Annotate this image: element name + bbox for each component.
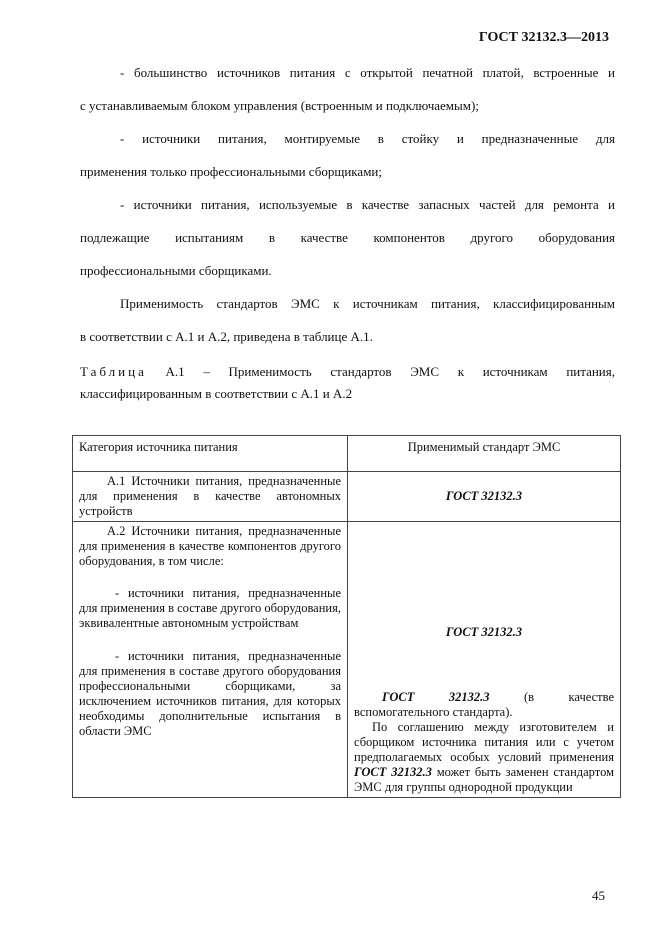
table-row [73, 522, 621, 798]
row2-agreement-text-b: может быть заменен стандартом ЭМС для группы однородной продукции [354, 765, 614, 794]
table-caption-word: Таблица [80, 364, 147, 379]
row2-category-intro: А.2 Источники питания, предназначенные для применения в качестве компонентов другого оборудования, в том числе: [79, 524, 341, 568]
row1-category: А.1 Источники питания, предназначенные для применения в качестве автономных устройств [73, 472, 348, 522]
document-header: ГОСТ 32132.3—2013 [478, 30, 609, 45]
row2-standard-2-agreement [354, 720, 614, 795]
col-header-standard: Применимый стандарт ЭМС [348, 436, 621, 472]
table-row [73, 472, 621, 522]
row1-standard: ГОСТ 32132.3 [445, 489, 523, 503]
page-number: 45 [592, 888, 605, 903]
paragraph-3-line-2: подлежащие испытаниям в качестве компонентов другого оборудования [80, 230, 615, 245]
table-header-row [73, 436, 621, 472]
row2-standard-2-note: (в качестве вспомогательного стандарта). [354, 690, 614, 719]
row2-standard-1-wrap [354, 625, 614, 673]
paragraph-1-line-1: - большинство источников питания с открытой печатной платой, встроенные и [120, 65, 615, 80]
table-caption-text: А.1 – Применимость стандартов ЭМС к источникам питания, [165, 364, 615, 379]
paragraph-4-line-1: Применимость стандартов ЭМС к источникам питания, классифицированным [120, 296, 615, 311]
paragraph-1-line-2: с устанавливаемым блоком управления (встроенным и подключаемым); [80, 98, 479, 113]
paragraph-2-line-2: применения только профессиональными сборщиками; [80, 164, 382, 179]
emc-applicability-table [72, 435, 621, 798]
paragraph-3-line-1: - источники питания, используемые в качестве запасных частей для ремонта и [120, 197, 615, 212]
paragraph-4-line-2: в соответствии с А.1 и А.2, приведена в таблице А.1. [80, 329, 373, 344]
row2-standard-2 [354, 690, 614, 720]
row2-agreement-text-a: По соглашению между изготовителем и сборщиком источника питания или с учетом предполагаемых особых условий применения [354, 720, 614, 764]
row2-agreement-gost: ГОСТ 32132.3 [354, 765, 432, 779]
paragraph-3-line-3: профессиональными сборщиками. [80, 263, 272, 278]
col-header-category: Категория источника питания [73, 436, 348, 472]
row2-standard-cell [348, 522, 621, 798]
row2-category-cell [73, 522, 348, 798]
row2-standard-1: ГОСТ 32132.3 [445, 625, 523, 639]
paragraph-2-line-1: - источники питания, монтируемые в стойку и предназначенные для [120, 131, 615, 146]
table-caption-line-1 [80, 364, 615, 380]
row2-subcategory-1: - источники питания, предназначенные для применения в составе другого оборудования, эквивалентные автономным устройствам [79, 586, 341, 630]
table-caption-line-2: классифицированным в соответствии с А.1 и А.2 [80, 386, 353, 401]
row1-standard-cell [348, 472, 621, 522]
row2-subcategory-2: - источники питания, предназначенные для применения в составе другого оборудования профессиональными сборщиками, за исключением источников питания, для которых необходимы дополнительные испытания в области ЭМС [79, 649, 341, 738]
row2-standard-2-gost: ГОСТ 32132.3 [382, 690, 490, 704]
